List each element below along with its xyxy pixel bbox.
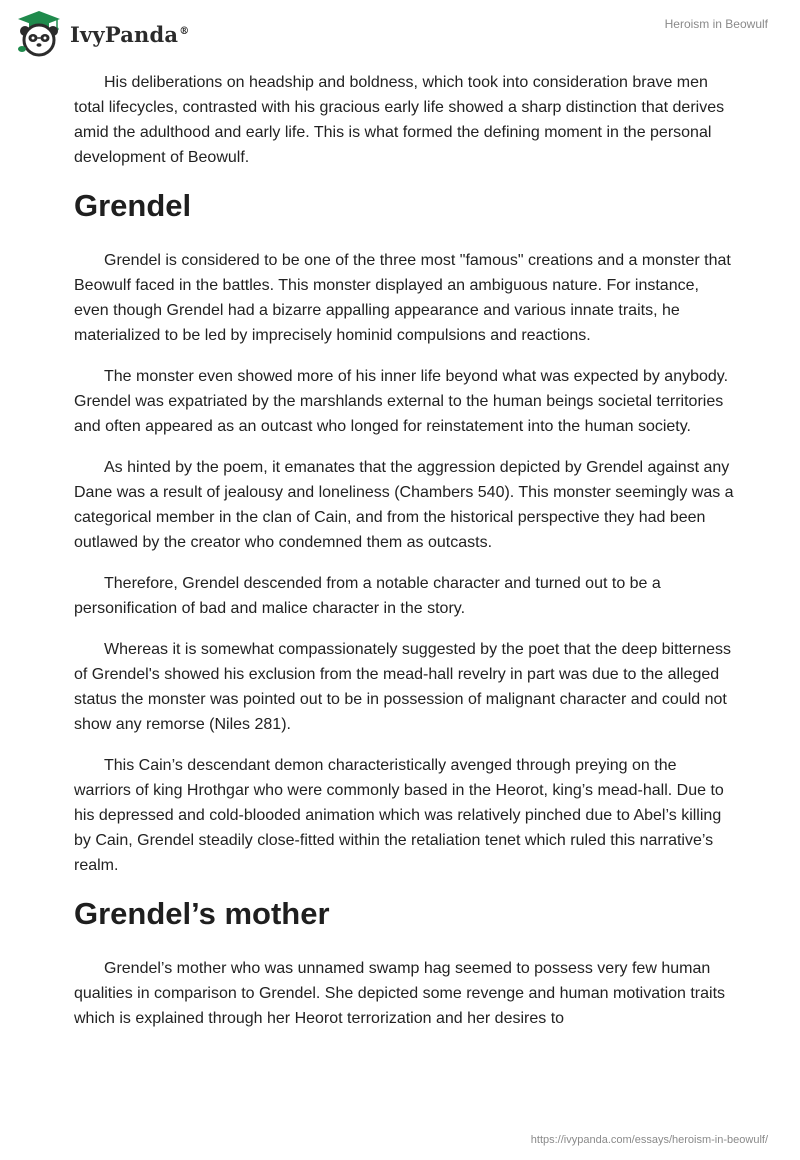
paragraph: Grendel’s mother who was unnamed swamp hag seemed to possess very few human qualities in comparison to Grendel. She depicted some revenge and human motivation traits which is explained through her Heorot terrorization and her desires to	[74, 960, 726, 1027]
paragraph: Grendel is considered to be one of the three most "famous" creations and a monster that Beowulf faced in the battles. This monster displayed an ambiguous nature. For instance, even though Grendel had a bizarre appalling appearance and various innate traits, he materialized to be led by imprecisely hominid compulsions and reactions.	[74, 252, 731, 344]
paragraph: Whereas it is somewhat compassionately suggested by the poet that the deep bitterness of Grendel's showed his exclusion from the mead-hall revelry in part was due to the alleged status the monster was pointed out to be in possession of malignant character and could not show any remorse (Niles 281).	[74, 641, 732, 733]
document-title: Heroism in Beowulf	[664, 17, 768, 31]
page-header	[0, 0, 800, 64]
paragraph: Therefore, Grendel descended from a notable character and turned out to be a personification of bad and malice character in the story.	[74, 575, 661, 617]
paragraph: This Cain’s descendant demon characteristically avenged through preying on the warriors of king Hrothgar who were commonly based in the Heorot, king’s mead-hall. Due to his depressed and cold-blooded animation which was relatively pinched due to Abel’s killing by Cain, Grendel steadily close-fitted within the retaliation tenet which ruled this narrative’s realm.	[74, 757, 724, 874]
section-heading-grendels-mother: Grendel’s mother	[74, 896, 330, 931]
section-heading-grendel: Grendel	[74, 188, 192, 223]
brand-name: IvyPanda®	[70, 21, 190, 47]
brand-logo[interactable]	[14, 8, 189, 58]
paragraph: The monster even showed more of his inner life beyond what was expected by anybody. Grendel was expatriated by the marshlands external to the human beings societal territories and often appeared as an outcast who longed for reinstatement into the human society.	[74, 368, 729, 435]
paragraph: As hinted by the poem, it emanates that the aggression depicted by Grendel against any Dane was a result of jealousy and loneliness (Chambers 540). This monster seemingly was a categorical member in the clan of Cain, and from the historical perspective they had been outlawed by the creator who condemned them as outcasts.	[74, 459, 734, 551]
paragraph: His deliberations on headship and boldness, which took into consideration brave men total lifecycles, contrasted with his gracious early life showed a sharp distinction that derives amid the adulthood and early life. This is what formed the defining moment in the personal development of Beowulf.	[74, 74, 725, 166]
panda-graduate-icon	[14, 8, 64, 58]
essay-content	[74, 70, 734, 1047]
source-url[interactable]: https://ivypanda.com/essays/heroism-in-beowulf/	[530, 1134, 768, 1146]
